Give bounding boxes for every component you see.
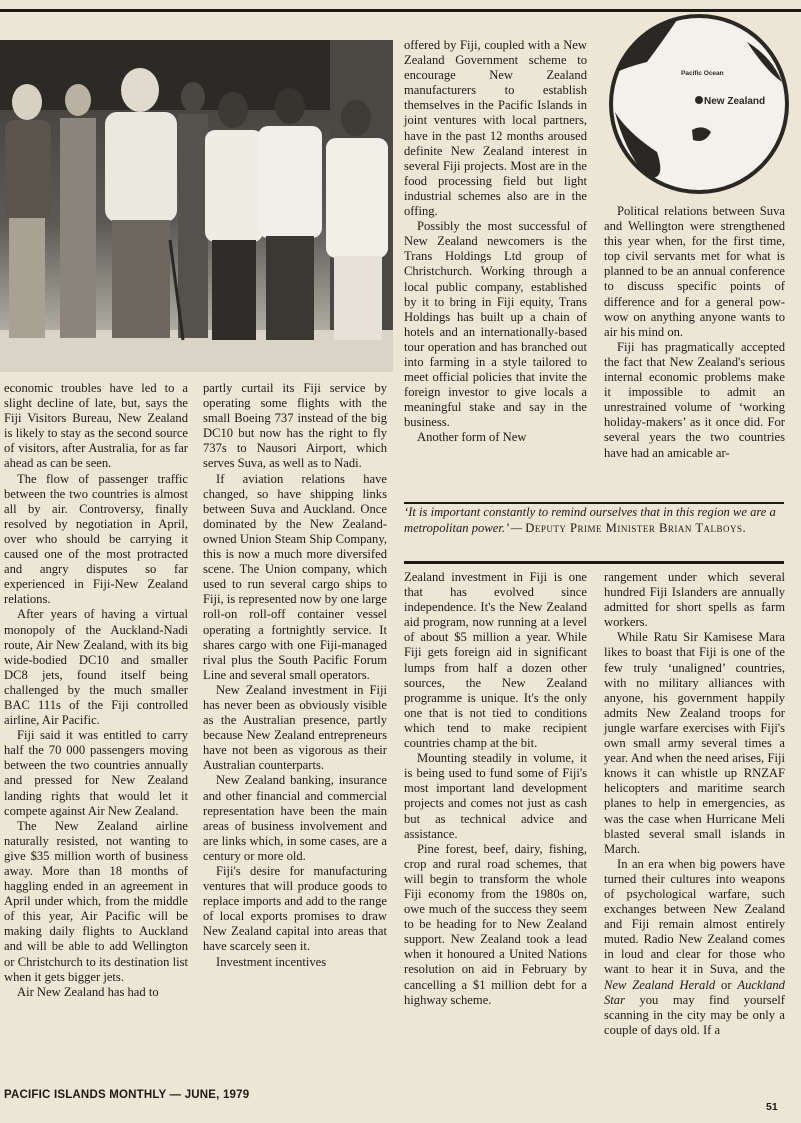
newspaper-title: New Zealand Herald: [604, 977, 716, 992]
column-3-bottom: [404, 570, 587, 1008]
page-number: 51: [766, 1101, 778, 1113]
paragraph: Fiji has pragmatically accepted the fact that New Zealand's serious internal economic problems make it impossible to admit an unrestrained volume of ‘working holiday-makers’ as it once did. For several years the two countries have had an amicable ar-: [604, 339, 785, 460]
paragraph: rangement under which several hundred Fiji Islanders are annually admitted for short spells as farm workers.: [604, 570, 785, 630]
map-ocean-label: Pacific Ocean: [681, 70, 724, 77]
publication-footer: PACIFIC ISLANDS MONTHLY — JUNE, 1979: [4, 1089, 250, 1101]
paragraph: Mounting steadily in volume, it is being used to fund some of Fiji's most important land development projects and comes not just as cash but as technical advice and assistance.: [404, 751, 587, 841]
text-run: or: [715, 977, 738, 992]
paragraph: Fiji's desire for manufacturing ventures that will produce goods to replace imports and add to the range of local exports promises to draw New Zealand capital into areas that have scarcely seen it.: [203, 864, 387, 954]
paragraph: New Zealand banking, insurance and other financial and commercial representation have been the main areas of business involvement and are links which, in some cases, are a century or more old.: [203, 773, 387, 863]
map-country-label: New Zealand: [704, 96, 766, 107]
paragraph: Possibly the most successful of New Zealand newcomers is the Trans Holdings Ltd group of Christchurch. Working through a local public company, established by it to bring in Fiji equity, Trans Holdings has built up a chain of hotels and an internationally-based tour operation and has branched out into farming in a style tailored to meet official policies that invite the foreign investor to give locals a meaningful stake and say in the business.: [404, 219, 587, 430]
pull-quote-dash: —: [507, 520, 526, 535]
pull-quote-rule-bottom: [404, 561, 784, 564]
column-4-bottom: [604, 570, 785, 1038]
pull-quote-text: ‘It is important constantly to remind ourselves that in this region we are a metropolitan power.’: [404, 505, 776, 535]
group-photo: [0, 40, 393, 372]
pull-quote-rule-top: [404, 502, 784, 504]
text-run: In an era when big powers have turned their cultures into weapons of psychological warfare, such exchanges between New Zealand and Fiji remain almost entirely muted. Radio New Zealand comes in loud and clear for those who want to hear it in Suva, and the: [604, 856, 785, 977]
paragraph: Pine forest, beef, dairy, fishing, crop and rural road schemes, that will begin to transform the whole Fiji economy from the 1980s on, owe much of the success they seem to be heading for to New Zealand support. New Zealand took a lead when it honoured a United Nations resolution on aid in February by cancelling a $1 million debt for a highway scheme.: [404, 841, 587, 1007]
paragraph: partly curtail its Fiji service by operating some flights with the small Boeing 737 instead of the big DC10 but now has the right to fly 737s to Nausori Airport, which serves Suva, as well as to Nadi.: [203, 381, 387, 471]
paragraph: After years of having a virtual monopoly of the Auckland-Nadi route, Air New Zealand, with its big wide-bodied DC10 and smaller DC8 jets, found itself being challenged by the much smaller BAC 111s of the Fiji controlled airline, Air Pacific.: [4, 607, 188, 728]
pull-quote-attribution: Deputy Prime Minister Brian Talboys.: [525, 520, 747, 535]
column-1: [4, 381, 188, 1000]
paragraph: Political relations between Suva and Wellington were strengthened this year when, for the first time, top civil servants met for what is planned to be an annual conference to discuss specific points of difference and for a general pow-wow on anything anyone wants to air his mind on.: [604, 204, 785, 339]
paragraph: While Ratu Sir Kamisese Mara likes to boast that Fiji is one of the few truly ‘unaligned’ countries, with no military alliances with anyone, his government happily admits New Zealand troops for jungle warfare exercises with Fiji's own small army several times a year. And when the need arises, Fiji knows it can whistle up RNZAF helicopters and maritime search planes to help in emergencies, as was the case when Hurricane Meli blasted several small islands in March.: [604, 630, 785, 856]
globe-map: [607, 12, 791, 196]
paragraph: New Zealand investment in Fiji has never been as obviously visible as the Australian presence, partly because New Zealand entrepreneurs have not been as vigorous as their Australian counterparts.: [203, 682, 387, 773]
newspaper-title: Auckland Star: [604, 977, 785, 1007]
paragraph: The New Zealand airline naturally resisted, not wanting to give $35 million worth of business away. More than 18 months of haggling ended in an agreement in April under which, from the middle of this year, Air Pacific will be making daily flights to Auckland and will be able to add Wellington or Christchurch to its destination list when it gets bigger jets.: [4, 818, 188, 984]
column-4-top: [604, 204, 785, 461]
paragraph: Zealand investment in Fiji is one that has evolved since independence. It's the New Zealand aid program, now running at a level of about $5 million a year. While Fiji gets foreign aid in significant lumps from half a dozen other sources, the New Zealand programme is unique. It's the only one that is not tied to conditions which tend to make recipient countries champ at the bit.: [404, 570, 587, 751]
paragraph: [604, 857, 785, 1038]
paragraph: Investment incentives: [216, 954, 327, 969]
column-3-top: [404, 38, 587, 446]
paragraph: The flow of passenger traffic between the two countries is almost all by air. Controversy, finally resolved by negotiation in April, over who should be carrying it caused one of the most protracted and angry disputes so far experienced in Fiji-New Zealand relations.: [4, 471, 188, 607]
pull-quote: [404, 505, 784, 536]
paragraph: economic troubles have led to a slight decline of late, but, says the Fiji Visitors Bureau, New Zealand is likely to stay as the second source of visitors, after Australia, for as far ahead as can be seen.: [4, 381, 188, 471]
paragraph: Fiji said it was entitled to carry half the 70 000 passengers moving between the two countries annually and pressed for New Zealand landing rights that would let it compete against Air New Zealand.: [4, 728, 188, 818]
paragraph: Another form of New: [417, 430, 527, 445]
paragraph: offered by Fiji, coupled with a New Zealand Government scheme to encourage New Zealand manufacturers to establish themselves in the Pacific Islands in joint ventures with local partners, have in the past 12 months aroused definite New Zealand interest in several Fiji projects. Most are in the food processing field but light industrial schemes also are in the offing.: [404, 38, 587, 219]
paragraph: Air New Zealand has had to: [17, 984, 159, 999]
column-2: [203, 381, 387, 970]
text-run: you may find yourself scanning in the city may be only a couple of days old. If a: [604, 992, 785, 1037]
paragraph: If aviation relations have changed, so have shipping links between Suva and Auckland. Once dominated by the New Zealand-owned Union Steam Ship Company, this is now a much more diversifed scene. The Union company, which used to run several cargo ships to Fiji, is represented now by one large roll-on roll-off container vessel operating a fortnightly service. It shares cargo with one Fiji-managed rival plus the South Pacific Forum Line and several small operators.: [203, 471, 387, 682]
